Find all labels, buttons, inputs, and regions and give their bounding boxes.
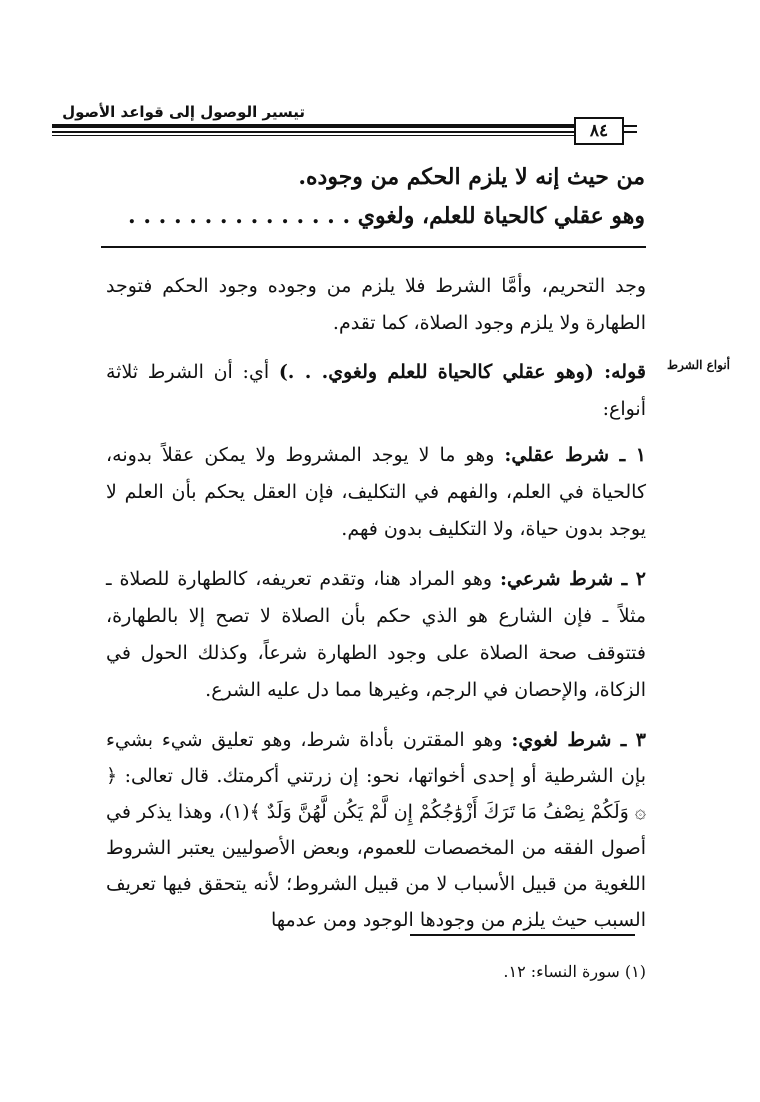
paragraph-text: وهو المقترن بأداة شرط، وهو تعليق شيء بشيء بإن الشرطية أو إحدى أخواتها، نحو: إن زرتني أكرمتك. قال تعالى: ﴿ ۞ وَلَكُمْ نِصْفُ مَا تَرَكَ أَزْوَٰجُكُمْ إِن لَّمْ يَكُن لَّهُنَّ وَلَدٌ ﴾(١)، وهذا يذكر في أصول الفقه من المخصصات للعموم، وبعض الأصوليين يعتبر الشروط اللغوية من قبيل الأسباب لا من قبيل الشروط؛ لأنه يتحقق فيها تعريف السبب حيث يلزم من وجودها الوجود ومن عدمها bbox=[106, 729, 646, 931]
paragraph-lead: ٢ ـ شرط شرعي: bbox=[500, 568, 646, 590]
header-rule bbox=[52, 135, 612, 136]
body-paragraph bbox=[106, 722, 646, 938]
body-paragraph bbox=[106, 437, 646, 548]
header-rule bbox=[52, 131, 612, 133]
running-title: تيسير الوصول إلى قواعد الأصول bbox=[62, 103, 305, 121]
body-paragraph: وجد التحريم، وأمَّا الشرط فلا يلزم من وجوده وجود الحكم فتوجد الطهارة ولا يلزم وجود الصلاة، كما تقدم. bbox=[106, 275, 646, 334]
matn-line: وهو عقلي كالحياة للعلم، ولغوي . . . . . . . . . . . . . . . bbox=[128, 203, 645, 229]
header-rule bbox=[52, 124, 612, 128]
paragraph-text: وهو المراد هنا، وتقدم تعريفه، كالطهارة للصلاة ـ مثلاً ـ فإن الشارع هو الذي حكم بأن الصلاة لا تصح إلا بالطهارة، فتتوقف صحة الصلاة على وجود الطهارة شرعاً، وكذلك الحول في الزكاة، والإحصان في الرجم، وغيرها مما دل عليه الشرع. bbox=[106, 568, 646, 701]
paragraph-text: أي: أن الشرط ثلاثة أنواع: bbox=[106, 361, 646, 420]
body-paragraph bbox=[106, 561, 646, 709]
footnote: (١) سورة النساء: ١٢. bbox=[503, 962, 646, 981]
page-number: ٨٤ bbox=[574, 117, 624, 145]
paragraph-text: وهو ما لا يوجد المشروط ولا يمكن عقلاً بدونه، كالحياة في العلم، والفهم في التكليف، فإن العقل يحكم بأن العلم لا يوجد بدون حياة، ولا التكليف بدون فهم. bbox=[106, 444, 646, 540]
footnote-divider bbox=[410, 934, 635, 936]
paragraph-lead: ١ ـ شرط عقلي: bbox=[504, 444, 646, 466]
matn-divider bbox=[101, 246, 646, 248]
body-paragraph bbox=[106, 354, 646, 428]
paragraph-lead: ٣ ـ شرط لغوي: bbox=[511, 729, 646, 751]
paragraph-lead: قوله: (وهو عقلي كالحياة للعلم ولغوي. . .) bbox=[278, 361, 646, 383]
matn-line: من حيث إنه لا يلزم الحكم من وجوده. bbox=[298, 164, 645, 190]
margin-note: أنواع الشرط bbox=[667, 358, 730, 372]
